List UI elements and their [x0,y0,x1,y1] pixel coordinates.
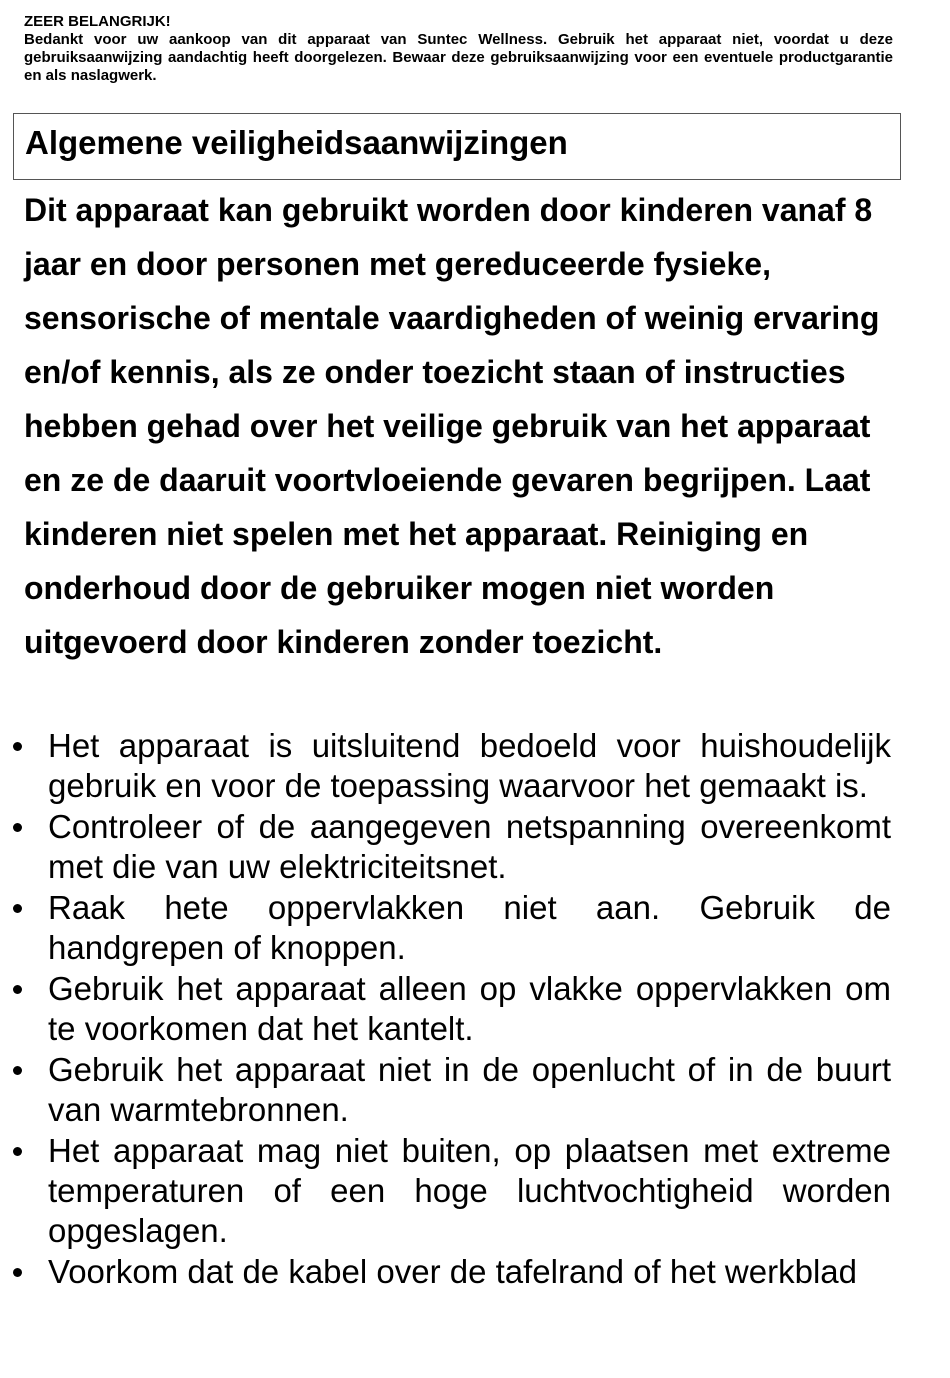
bullet-text: Raak hete oppervlakken niet aan. Gebruik de handgrepen of knoppen. [48,889,891,966]
bullet-text: Het apparaat is uitsluitend bedoeld voor huishoudelijk gebruik en voor de toepassing waarvoor het gemaakt is. [48,727,891,804]
list-item [0,1252,891,1292]
bullet-text: Het apparaat mag niet buiten, op plaatsen met extreme temperaturen of een hoge luchtvochtigheid worden opgeslagen. [48,1132,891,1249]
list-item [0,807,891,887]
children-warning-paragraph: Dit apparaat kan gebruikt worden door kinderen vanaf 8 jaar en door personen met gereduceerde fysieke, sensorische of mentale vaardigheden of weinig ervaring en/of kennis, als ze onder toezicht staan of instructies hebben gehad over het veilige gebruik van het apparaat en ze de daaruit voortvloeiende gevaren begrijpen. Laat kinderen niet spelen met het apparaat. Reiniging en onderhoud door de gebruiker mogen niet worden uitgevoerd door kinderen zonder toezicht. [24,192,880,660]
bullet-dot-icon [13,1268,22,1277]
list-item [0,888,891,968]
list-item [0,726,891,806]
bullet-text: Gebruik het apparaat niet in de openlucht of in de buurt van warmtebronnen. [48,1051,891,1128]
bullet-dot-icon [13,985,22,994]
list-item [0,1050,891,1130]
bullet-text: Voorkom dat de kabel over de tafelrand of het werkblad [48,1253,857,1290]
list-item [0,1131,891,1251]
bullet-dot-icon [13,823,22,832]
bullet-text: Controleer of de aangegeven netspanning overeenkomt met die van uw elektriciteitsnet. [48,808,891,885]
section-title-box [13,113,901,180]
bullet-dot-icon [13,1066,22,1075]
safety-bullet-list [0,726,950,1293]
intro-block [24,13,893,85]
section-title: Algemene veiligheidsaanwijzingen [25,124,568,161]
intro-text: Bedankt voor uw aankoop van dit apparaat van Suntec Wellness. Gebruik het apparaat niet, voordat u deze gebruiksaanwijzing aandachtig heeft doorgelezen. Bewaar deze gebruiksaanwijzing voor een eventuele productgarantie en als naslagwerk. [24,31,893,84]
bullet-text: Gebruik het apparaat alleen op vlakke oppervlakken om te voorkomen dat het kantelt. [48,970,891,1047]
bullet-dot-icon [13,904,22,913]
list-item [0,969,891,1049]
bullet-dot-icon [13,1147,22,1156]
intro-heading: ZEER BELANGRIJK! [24,13,171,30]
bullet-dot-icon [13,742,22,751]
